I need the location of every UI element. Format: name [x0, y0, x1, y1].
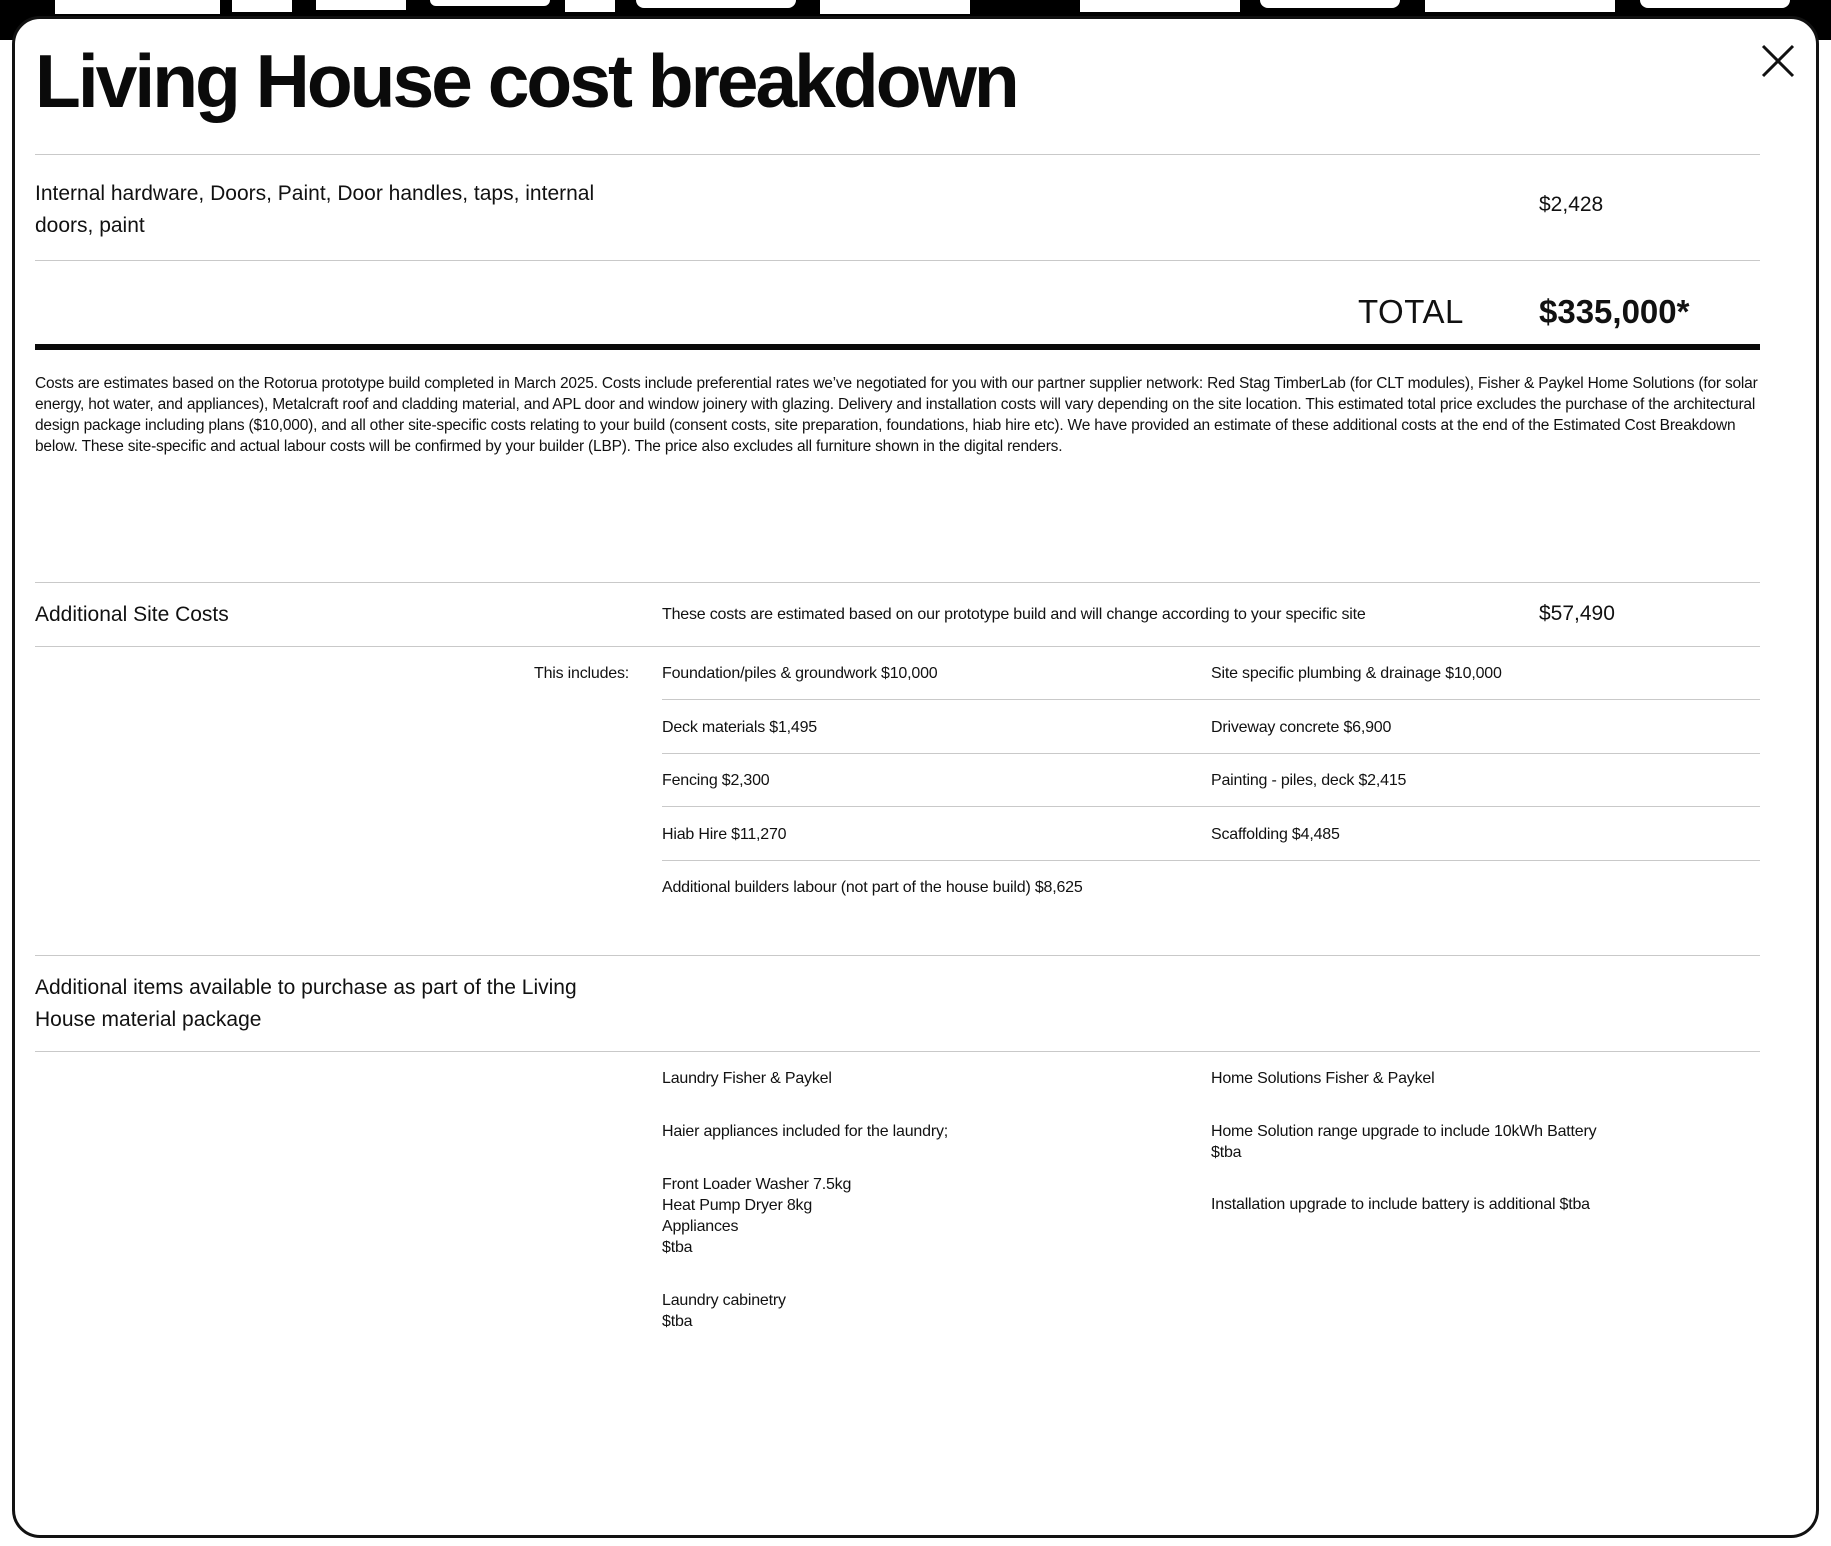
site-cost-item: Site specific plumbing & drainage $10,000 — [1211, 665, 1502, 682]
total-label: TOTAL — [1358, 293, 1464, 330]
appliance-list — [662, 1174, 851, 1258]
page-title: Living House cost breakdown — [35, 39, 1017, 123]
cost-breakdown-modal — [12, 16, 1819, 1538]
divider — [35, 260, 1760, 261]
home-solutions-title: Home Solutions Fisher & Paykel — [1211, 1070, 1435, 1087]
line-item-price: $2,428 — [1539, 193, 1604, 216]
site-costs-price: $57,490 — [1539, 602, 1615, 625]
total-value: $335,000* — [1539, 293, 1690, 330]
includes-label: This includes: — [534, 665, 630, 682]
divider — [35, 154, 1760, 155]
close-icon — [1755, 38, 1801, 84]
site-costs-heading: Additional Site Costs — [35, 603, 229, 626]
site-cost-item: Foundation/piles & groundwork $10,000 — [662, 665, 938, 682]
divider — [662, 860, 1760, 861]
laundry-title: Laundry Fisher & Paykel — [662, 1070, 832, 1087]
site-cost-item: Scaffolding $4,485 — [1211, 826, 1340, 843]
list-item: $tba — [662, 1313, 693, 1330]
divider — [35, 646, 1760, 647]
laundry-intro: Haier appliances included for the laundry; — [662, 1123, 948, 1140]
list-item: $tba — [1211, 1144, 1242, 1161]
site-cost-item: Painting - piles, deck $2,415 — [1211, 772, 1407, 789]
disclaimer-text: Costs are estimates based on the Rotorua prototype build completed in March 2025. Costs include preferential rates we’ve negotiated for you with our partner supplier network: Red Stag TimberLab (for CLT modules), Fisher & Paykel Home Solutions (for solar energy, hot water, and appliances), Metalcraft roof and cladding material, and APL door and window joinery with glazing. Delivery and installation costs will vary depending on the site location. This estimated total price excludes the purchase of the architectural design package including plans ($10,000), and all other site-specific costs relating to your build (consent costs, site preparation, foundations, hiab hire etc). We have provided an estimate of these additional costs at the end of the Estimated Cost Breakdown below. These site-specific and actual labour costs will be confirmed by your builder (LBP). The price also excludes all furniture shown in the digital renders. — [35, 375, 1758, 455]
site-cost-item: Deck materials $1,495 — [662, 719, 817, 736]
installation-upgrade: Installation upgrade to include battery is additional $tba — [1211, 1196, 1590, 1213]
list-item: Laundry cabinetry — [662, 1292, 786, 1309]
list-item: $tba — [662, 1239, 693, 1256]
total-divider — [35, 344, 1760, 350]
cabinetry-list — [662, 1290, 786, 1332]
close-button[interactable] — [1755, 38, 1801, 84]
list-item: Heat Pump Dryer 8kg — [662, 1197, 813, 1214]
site-cost-item: Fencing $2,300 — [662, 772, 770, 789]
divider — [662, 753, 1760, 754]
divider — [662, 699, 1760, 700]
list-item: Appliances — [662, 1218, 739, 1235]
site-cost-item: Additional builders labour (not part of the house build) $8,625 — [662, 879, 1083, 896]
list-item: Home Solution range upgrade to include 10kWh Battery — [1211, 1123, 1597, 1140]
site-costs-note: These costs are estimated based on our prototype build and will change according to your specific site — [662, 606, 1366, 623]
line-item-description: Internal hardware, Doors, Paint, Door handles, taps, internal doors, paint — [35, 182, 595, 237]
divider — [35, 1051, 1760, 1052]
battery-upgrade — [1211, 1121, 1596, 1163]
site-cost-item: Hiab Hire $11,270 — [662, 826, 787, 843]
site-cost-item: Driveway concrete $6,900 — [1211, 719, 1392, 736]
additional-items-heading: Additional items available to purchase as part of the Living House material package — [35, 976, 577, 1031]
divider — [662, 806, 1760, 807]
list-item: Front Loader Washer 7.5kg — [662, 1176, 852, 1193]
divider — [35, 955, 1760, 956]
divider — [35, 582, 1760, 583]
